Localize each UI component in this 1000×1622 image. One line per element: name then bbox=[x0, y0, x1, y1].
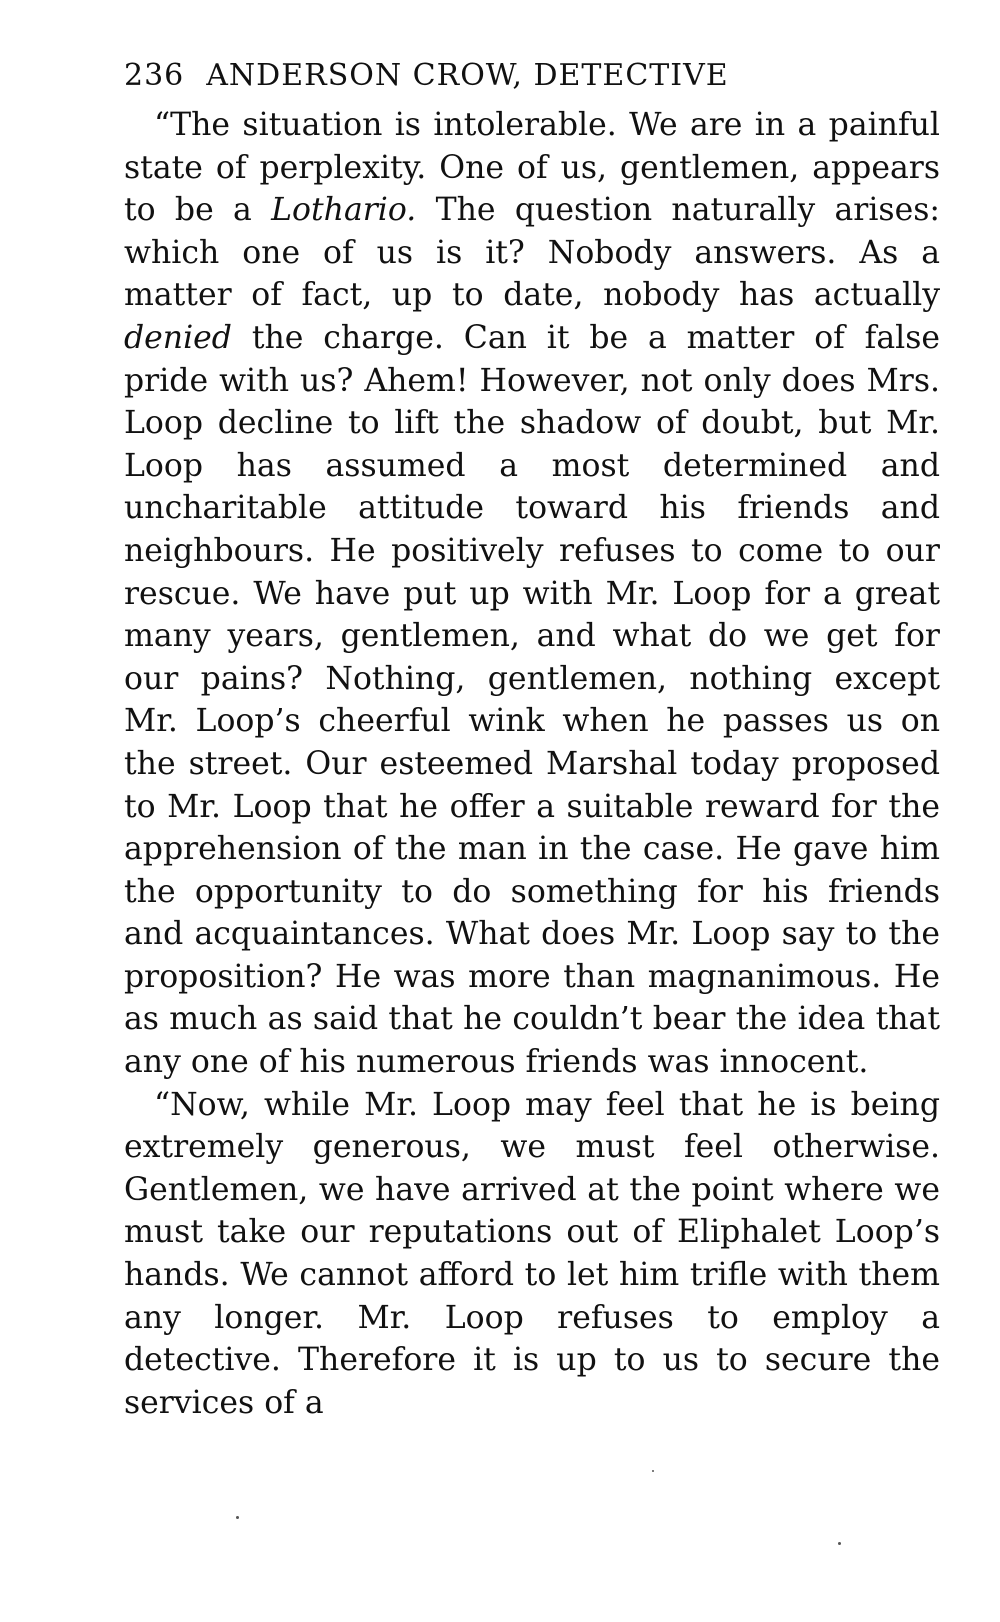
text-segment: “Now, while Mr. Loop may feel that he is being extremely generous, we must feel otherwise. Gentlemen, we have arrived at the point where we must take our reputations out of Eliphalet Loop’s hands. We cannot afford to let him trifle with them any longer. Mr. Loop refuses to employ a detective. Therefore it is up to us to secure the services of a bbox=[124, 1086, 940, 1421]
print-speck bbox=[838, 1542, 841, 1545]
body-text bbox=[124, 104, 940, 1424]
print-speck bbox=[236, 1516, 239, 1519]
text-segment: “The situation is intolerable. We are in a painful state of perplexity. One of us, gentlemen, appears to be a bbox=[124, 107, 940, 229]
paragraph-2 bbox=[124, 1084, 940, 1425]
text-segment: The question naturally arises: which one of us is it? Nobody answers. As a matter of fact, up to date, nobody has actually bbox=[124, 192, 941, 314]
page-number: 236 bbox=[124, 58, 185, 93]
running-header bbox=[124, 56, 940, 104]
text-segment: the charge. Can it be a matter of false pride with us? Ahem! However, not only does Mrs. Loop decline to lift the shadow of doubt, but Mr. Loop has assumed a most determined and uncharitable attitude toward his friends and neighbours. He positively refuses to come to our rescue. We have put up with Mr. Loop for a great many years, gentlemen, and what do we get for our pains? Nothing, gentlemen, nothing except Mr. Loop’s cheerful wink when he passes us on the street. Our esteemed Marshal today proposed to Mr. Loop that he offer a suitable reward for the apprehension of the man in the case. He gave him the opportunity to do something for his friends and acquaintances. What does Mr. Loop say to the proposition? He was more than magnanimous. He as much as said that he couldn’t bear the idea that any one of his numerous friends was innocent. bbox=[124, 319, 940, 1081]
italic-word-lothario: Lothario. bbox=[271, 192, 417, 229]
print-speck bbox=[652, 1470, 654, 1472]
running-title: ANDERSON CROW, DETECTIVE bbox=[206, 58, 729, 93]
italic-word-denied: denied bbox=[124, 319, 232, 356]
book-page bbox=[124, 56, 940, 1424]
paragraph-1 bbox=[124, 104, 940, 1084]
